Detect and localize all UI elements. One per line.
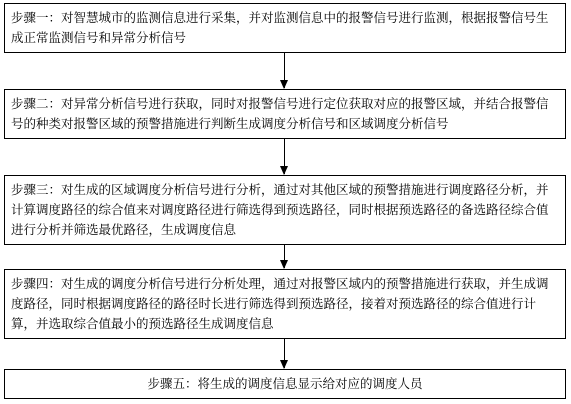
step-2-text: 对异常分析信号进行获取，同时对报警信号进行定位获取对应的报警区域，并结合报警信号的种类对报警区域的预警措施进行判断生成调度分析信号和区域调度分析信号 — [11, 96, 549, 131]
step-3-text: 对生成的区域调度分析信号进行分析，通过对其他区域的预警措施进行调度路径分析，并计算调度路径的综合值来对调度路径进行筛选得到预选路径，同时根据预选路径的备选路径综合值进行分析并筛选最优路径，生成调度信息 — [11, 182, 549, 237]
step-2-box — [4, 89, 566, 139]
step-1-label: 步骤一： — [11, 10, 62, 25]
arrow-3-to-4 — [284, 245, 285, 268]
step-4-box — [4, 269, 566, 339]
step-1-box — [4, 3, 566, 53]
step-2-label: 步骤二： — [11, 96, 62, 111]
step-4-text: 对生成的调度分析信号进行分析处理，通过对报警区域内的预警措施进行获取，并生成调度路径，同时根据调度路径的路径时长进行筛选得到预选路径，接着对预选路径的综合值进行计算，并选取综合值最小的预选路径生成调度信息 — [11, 276, 549, 331]
step-4-label: 步骤四： — [11, 276, 62, 291]
arrow-2-to-3 — [284, 139, 285, 174]
step-1-text: 对智慧城市的监测信息进行采集，并对监测信息中的报警信号进行监测，根据报警信号生成正常监测信号和异常分析信号 — [11, 10, 549, 45]
step-5-text: 将生成的调度信息显示给对应的调度人员 — [197, 376, 423, 391]
step-3-label: 步骤三： — [11, 182, 62, 197]
step-5-box — [4, 369, 566, 399]
arrow-4-to-5 — [284, 339, 285, 368]
arrow-1-to-2 — [284, 53, 285, 88]
step-5-label: 步骤五： — [147, 376, 198, 391]
step-3-box — [4, 175, 566, 245]
